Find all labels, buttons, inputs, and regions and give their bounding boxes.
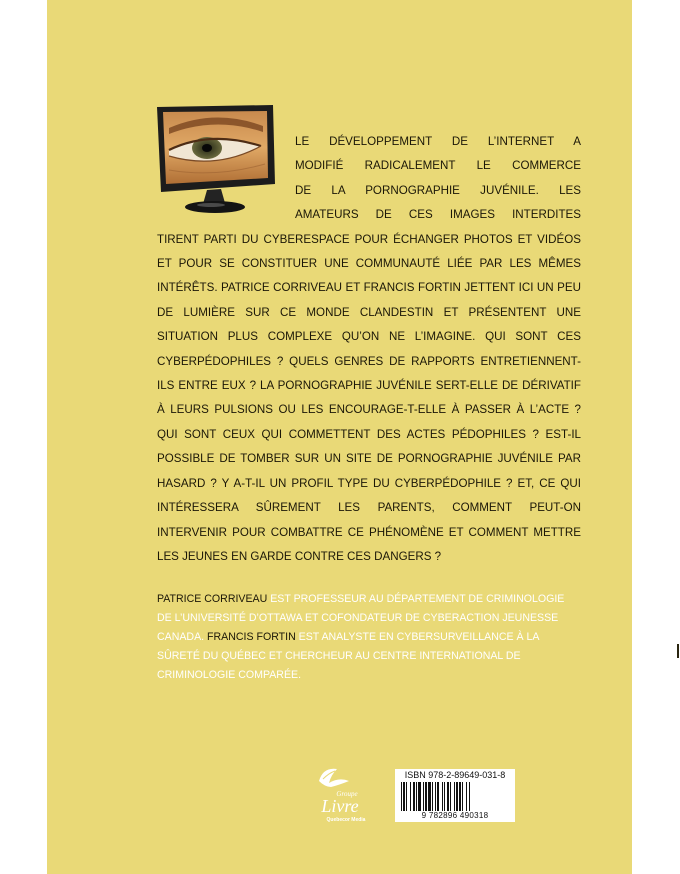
barcode-bar: [403, 782, 405, 811]
blurb-text: [157, 130, 581, 569]
barcode-bar: [437, 782, 439, 811]
isbn-label: ISBN 978-2-89649-031-8: [404, 770, 506, 780]
barcode-bar: [416, 782, 417, 811]
isbn-digits: 9 782896 490318: [421, 811, 489, 820]
blurb-line: MODIFIÉ RADICALEMENT LE COMMERCE: [295, 159, 581, 173]
barcode-bar: [406, 782, 407, 811]
barcode-bar: [456, 782, 458, 811]
blurb-line: AMATEURS DE CES IMAGES INTERDITES: [295, 208, 581, 222]
barcode-bar: [444, 782, 445, 811]
author-name-corriveau: PATRICE CORRIVEAU: [157, 593, 268, 605]
barcode-bar: [466, 782, 467, 811]
barcode-bar: [410, 782, 411, 811]
barcode-bar: [450, 782, 451, 811]
logo-line-quebecor: Quebecor Media: [326, 817, 366, 823]
barcode-bar: [425, 782, 427, 811]
author-bio: [157, 590, 581, 685]
barcode-bar: [469, 782, 470, 811]
barcode-bar: [413, 782, 415, 811]
logo-line-groupe: Groupe: [336, 790, 358, 798]
barcode-bar: [459, 782, 461, 811]
edge-mark: [677, 644, 679, 658]
author-bio-fortin: EST ANALYSTE EN CYBERSURVEILLANCE À LA SÛRETÉ DU QUÉBEC ET CHERCHEUR AU CENTRE INTERNATIONAL DE CRIMINOLOGIE COMPARÉE.: [157, 631, 539, 681]
barcode-bar: [462, 782, 463, 811]
barcode-bar: [401, 782, 402, 811]
isbn-barcode-box: [395, 769, 515, 822]
barcode-bar: [454, 782, 455, 811]
barcode-bar: [432, 782, 433, 811]
author-bio-corriveau: EST PROFESSEUR AU DÉPARTEMENT DE CRIMINOLOGIE DE L’UNIVERSITÉ D’OTTAWA ET COFONDATEUR DE CYBERACTION JEUNESSE CANADA.: [157, 593, 565, 643]
barcode-bar: [428, 782, 431, 811]
barcode-bar: [423, 782, 424, 811]
back-cover: [47, 0, 632, 874]
author-name-fortin: FRANCIS FORTIN: [207, 631, 296, 643]
blurb-first-lines: [157, 130, 581, 228]
blurb-body: TIRENT PARTI DU CYBERESPACE POUR ÉCHANGER PHOTOS ET VIDÉOS ET POUR SE CONSTITUER UNE COMMUNAUTÉ LIÉE PAR LES MÊMES INTÉRÊTS. PATRICE CORRIVEAU ET FRANCIS FORTIN JETTENT ICI UN PEU DE LUMIÈRE SUR CE MONDE CLANDESTIN ET PRÉSENTENT UNE SITUATION PLUS COMPLEXE QU’ON NE L’IMAGINE. QUI SONT CES CYBERPÉDOPHILES ? QUELS GENRES DE RAPPORTS ENTRETIENNENT-ILS ENTRE EUX ? LA PORNOGRAPHIE JUVÉNILE SERT-ELLE DE DÉRIVATIF À LEURS PULSIONS OU LES ENCOURAGE-T-ELLE À PASSER À L’ACTE ? QUI SONT CEUX QUI COMMETTENT DES ACTES PÉDOPHILES ? EST-IL POSSIBLE DE TOMBER SUR UN SITE DE PORNOGRAPHIE JUVÉNILE PAR HASARD ? Y A-T-IL UN PROFIL TYPE DU CYBERPÉDOPHILE ? ET, CE QUI INTÉRESSERA SÛREMENT LES PARENTS, COMMENT PEUT-ON INTERVENIR POUR COMBATTRE CE PHÉNOMÈNE ET COMMENT METTRE LES JEUNES EN GARDE CONTRE CES DANGERS ?: [157, 232, 581, 563]
blurb-line: LE DÉVELOPPEMENT DE L’INTERNET A: [295, 135, 581, 148]
logo-line-livre: Livre: [321, 796, 359, 816]
barcode-bar: [435, 782, 436, 811]
groupe-livre-logo: [299, 765, 381, 827]
blurb-line: DE LA PORNOGRAPHIE JUVÉNILE. LES: [295, 183, 581, 197]
barcode-bar: [447, 782, 449, 811]
barcode: [400, 782, 510, 811]
barcode-bar: [442, 782, 443, 811]
barcode-bar: [418, 782, 421, 811]
